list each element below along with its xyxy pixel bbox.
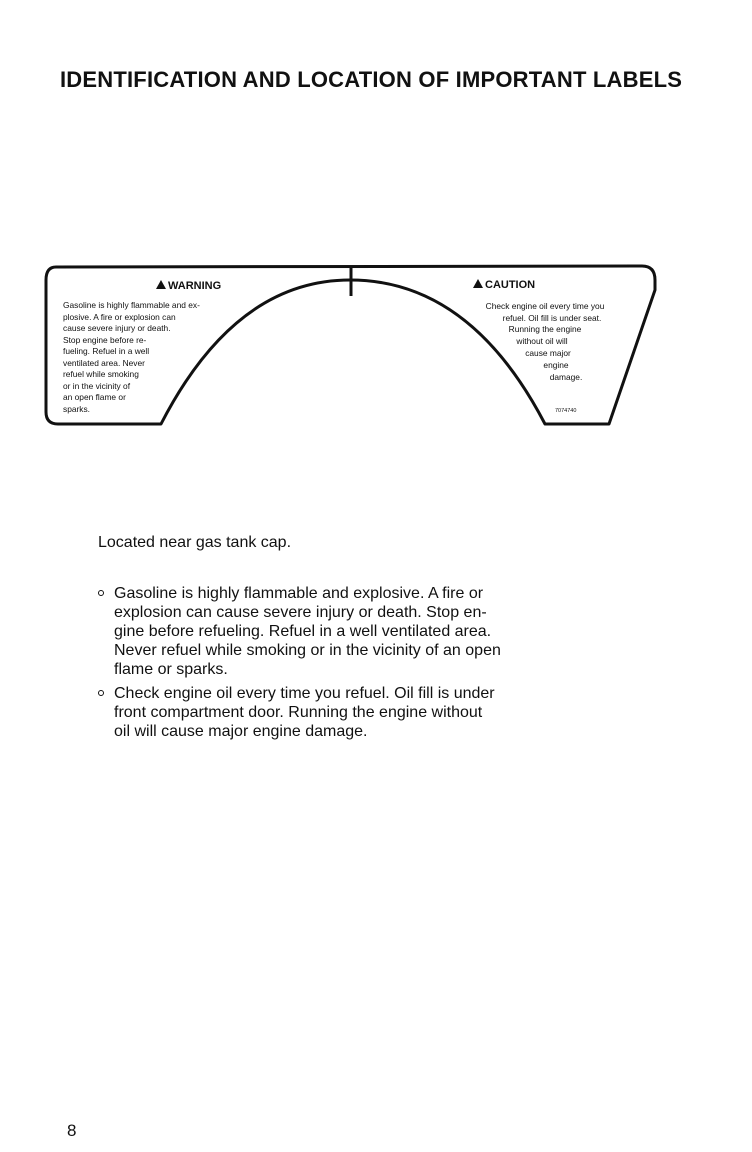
list-item <box>96 684 546 741</box>
bullet-line: Check engine oil every time you refuel. Oil fill is under <box>114 685 495 702</box>
caution-heading: CAUTION <box>485 279 536 291</box>
caution-line: cause major <box>525 348 571 358</box>
svg-text:!: ! <box>476 283 479 290</box>
warning-line: fueling. Refuel in a well <box>63 346 150 356</box>
warning-line: plosive. A fire or explosion can <box>63 312 176 322</box>
warning-line: sparks. <box>63 404 90 414</box>
warning-icon <box>156 280 166 289</box>
warning-line: cause severe injury or death. <box>63 323 171 333</box>
warning-line: refuel while smoking <box>63 369 139 379</box>
warning-line: Stop engine before re- <box>63 335 147 345</box>
caution-line: damage. <box>549 372 583 382</box>
bullet-line: Never refuel while smoking or in the vicinity of an open <box>114 642 501 659</box>
bullet-line: explosion can cause severe injury or death. Stop en- <box>114 604 487 621</box>
page-number: 8 <box>67 1121 77 1140</box>
bullet-line: oil will cause major engine damage. <box>114 723 368 740</box>
bullet-line: gine before refueling. Refuel in a well ventilated area. <box>114 623 492 640</box>
bullet-line: front compartment door. Running the engine without <box>114 704 483 721</box>
bullet-icon <box>98 590 104 596</box>
safety-bullet-list <box>96 584 546 746</box>
svg-text:!: ! <box>159 284 161 291</box>
warning-line: ventilated area. Never <box>63 358 145 368</box>
warning-line: or in the vicinity of <box>63 381 131 391</box>
bullet-icon <box>98 690 104 696</box>
caution-line: without oil will <box>516 336 568 346</box>
warning-line: Gasoline is highly flammable and ex- <box>63 300 200 310</box>
bullet-line: flame or sparks. <box>114 661 228 678</box>
caution-line: refuel. Oil fill is under seat. <box>502 313 602 323</box>
bullet-line: Gasoline is highly flammable and explosive. A fire or <box>114 585 484 602</box>
caution-line: Running the engine <box>508 324 582 334</box>
decal-part-number: 7074740 <box>555 408 577 414</box>
location-note: Located near gas tank cap. <box>98 534 292 551</box>
list-item <box>96 584 546 679</box>
page-title-text: IDENTIFICATION AND LOCATION OF IMPORTANT LABELS <box>60 67 683 92</box>
warning-heading: WARNING <box>168 280 222 292</box>
caution-line: engine <box>543 360 569 370</box>
warning-line: an open flame or <box>63 392 126 402</box>
caution-line: Check engine oil every time you <box>485 301 605 311</box>
